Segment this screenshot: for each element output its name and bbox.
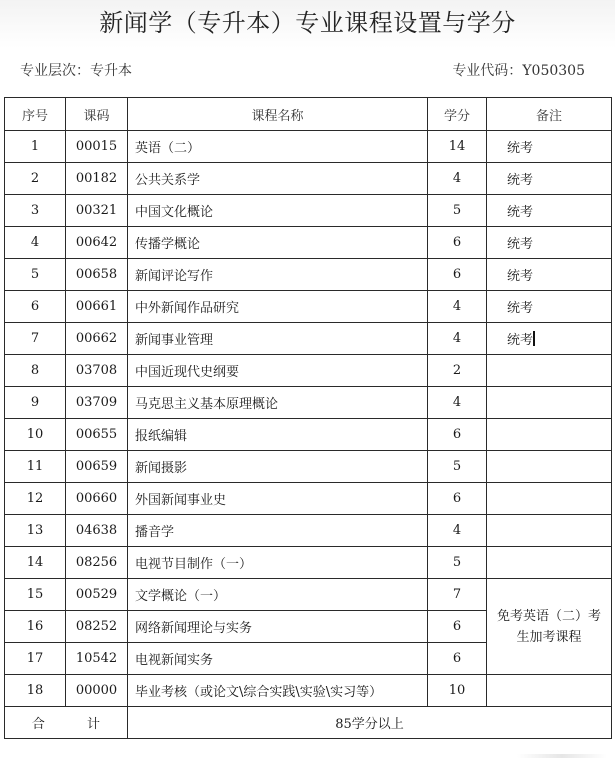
cell-code: 00659 xyxy=(66,451,128,483)
cell-credit: 6 xyxy=(428,611,487,643)
cell-code: 00000 xyxy=(66,675,128,707)
cell-name: 网络新闻理论与实务 xyxy=(128,611,428,643)
header-credit: 学分 xyxy=(428,98,487,131)
cell-credit: 4 xyxy=(428,291,487,323)
cell-note-editing[interactable] xyxy=(487,323,612,355)
major-level-label: 专业层次： xyxy=(20,63,90,79)
cell-note: 统考 xyxy=(487,195,612,227)
cell-seq: 13 xyxy=(5,515,66,547)
cell-credit: 6 xyxy=(428,227,487,259)
cell-code: 00642 xyxy=(66,227,128,259)
cell-note xyxy=(487,547,612,579)
cell-seq: 1 xyxy=(5,131,66,163)
major-code xyxy=(452,60,585,82)
table-row xyxy=(5,259,612,291)
table-row xyxy=(5,387,612,419)
cell-credit: 5 xyxy=(428,547,487,579)
cell-note-text: 统考 xyxy=(507,333,534,348)
major-code-label: 专业代码： xyxy=(452,63,523,79)
cell-note xyxy=(487,355,612,387)
cell-seq: 4 xyxy=(5,227,66,259)
watermark-fragment xyxy=(517,754,607,758)
cell-code: 00658 xyxy=(66,259,128,291)
total-credit-text: 学分以上 xyxy=(351,717,404,732)
cell-code: 08252 xyxy=(66,611,128,643)
text-cursor xyxy=(533,331,535,346)
cell-note xyxy=(487,483,612,515)
table-row xyxy=(5,675,612,707)
cell-name: 电视节目制作（一） xyxy=(128,547,428,579)
cell-note: 统考 xyxy=(487,131,612,163)
cell-seq: 2 xyxy=(5,163,66,195)
cell-name: 电视新闻实务 xyxy=(128,643,428,675)
cell-name: 报纸编辑 xyxy=(128,419,428,451)
cell-name: 文学概论（一） xyxy=(128,579,428,611)
header-name: 课程名称 xyxy=(128,98,428,131)
cell-name: 中国文化概论 xyxy=(128,195,428,227)
cell-seq: 8 xyxy=(5,355,66,387)
cell-code: 00529 xyxy=(66,579,128,611)
cell-name: 播音学 xyxy=(128,515,428,547)
table-row xyxy=(5,579,612,611)
cell-name: 公共关系学 xyxy=(128,163,428,195)
cell-seq: 10 xyxy=(5,419,66,451)
table-row xyxy=(5,131,612,163)
cell-code: 00182 xyxy=(66,163,128,195)
total-value xyxy=(128,707,612,739)
cell-seq: 17 xyxy=(5,643,66,675)
cell-credit: 4 xyxy=(428,323,487,355)
cell-credit: 6 xyxy=(428,483,487,515)
total-row xyxy=(5,707,612,739)
cell-credit: 4 xyxy=(428,515,487,547)
cell-credit: 7 xyxy=(428,579,487,611)
cell-code: 00015 xyxy=(66,131,128,163)
major-level-value: 专升本 xyxy=(90,63,132,79)
cell-note xyxy=(487,387,612,419)
cell-note-merged: 免考英语（二）考生加考课程 xyxy=(487,579,612,675)
cell-note xyxy=(487,451,612,483)
cell-note xyxy=(487,419,612,451)
cell-credit: 6 xyxy=(428,259,487,291)
table-row xyxy=(5,323,612,355)
header-seq: 序号 xyxy=(5,98,66,131)
cell-note xyxy=(487,675,612,707)
table-row xyxy=(5,195,612,227)
cell-seq: 16 xyxy=(5,611,66,643)
cell-credit: 10 xyxy=(428,675,487,707)
table-row xyxy=(5,419,612,451)
cell-seq: 18 xyxy=(5,675,66,707)
cell-credit: 6 xyxy=(428,643,487,675)
header-code: 课码 xyxy=(66,98,128,131)
major-level xyxy=(20,60,132,82)
cell-name: 英语（二） xyxy=(128,131,428,163)
table-row xyxy=(5,355,612,387)
cell-note: 统考 xyxy=(487,291,612,323)
cell-seq: 5 xyxy=(5,259,66,291)
cell-credit: 14 xyxy=(428,131,487,163)
total-label: 合 计 xyxy=(5,707,128,739)
cell-seq: 3 xyxy=(5,195,66,227)
cell-credit: 2 xyxy=(428,355,487,387)
cell-code: 03708 xyxy=(66,355,128,387)
cell-name: 毕业考核（或论文\综合实践\实验\实习等） xyxy=(128,675,428,707)
table-row xyxy=(5,163,612,195)
table-row xyxy=(5,483,612,515)
cell-seq: 6 xyxy=(5,291,66,323)
cell-name: 新闻评论写作 xyxy=(128,259,428,291)
cell-code: 03709 xyxy=(66,387,128,419)
table-header-row xyxy=(5,98,612,131)
cell-seq: 12 xyxy=(5,483,66,515)
cell-credit: 4 xyxy=(428,163,487,195)
cell-name: 外国新闻事业史 xyxy=(128,483,428,515)
cell-seq: 7 xyxy=(5,323,66,355)
cell-name: 新闻事业管理 xyxy=(128,323,428,355)
table-row xyxy=(5,547,612,579)
cell-credit: 5 xyxy=(428,451,487,483)
cell-note: 统考 xyxy=(487,259,612,291)
cell-seq: 9 xyxy=(5,387,66,419)
cell-code: 04638 xyxy=(66,515,128,547)
cell-name: 马克思主义基本原理概论 xyxy=(128,387,428,419)
table-row xyxy=(5,515,612,547)
table-row xyxy=(5,451,612,483)
cell-code: 08256 xyxy=(66,547,128,579)
header-note: 备注 xyxy=(487,98,612,131)
page-title: 新闻学（专升本）专业课程设置与学分 xyxy=(99,9,516,37)
cell-code: 00662 xyxy=(66,323,128,355)
cell-name: 传播学概论 xyxy=(128,227,428,259)
cell-credit: 4 xyxy=(428,387,487,419)
cell-code: 10542 xyxy=(66,643,128,675)
cell-name: 新闻摄影 xyxy=(128,451,428,483)
cell-name: 中外新闻作品研究 xyxy=(128,291,428,323)
cell-code: 00660 xyxy=(66,483,128,515)
cell-note: 统考 xyxy=(487,227,612,259)
cell-credit: 6 xyxy=(428,419,487,451)
cell-note xyxy=(487,515,612,547)
cell-name: 中国近现代史纲要 xyxy=(128,355,428,387)
course-table xyxy=(4,97,612,739)
total-credit-number: 85 xyxy=(335,717,352,732)
cell-code: 00655 xyxy=(66,419,128,451)
cell-credit: 5 xyxy=(428,195,487,227)
cell-seq: 15 xyxy=(5,579,66,611)
table-row xyxy=(5,227,612,259)
cell-seq: 14 xyxy=(5,547,66,579)
cell-code: 00321 xyxy=(66,195,128,227)
cell-seq: 11 xyxy=(5,451,66,483)
table-row xyxy=(5,291,612,323)
cell-code: 00661 xyxy=(66,291,128,323)
major-code-value: Y050305 xyxy=(522,63,585,79)
cell-note: 统考 xyxy=(487,163,612,195)
